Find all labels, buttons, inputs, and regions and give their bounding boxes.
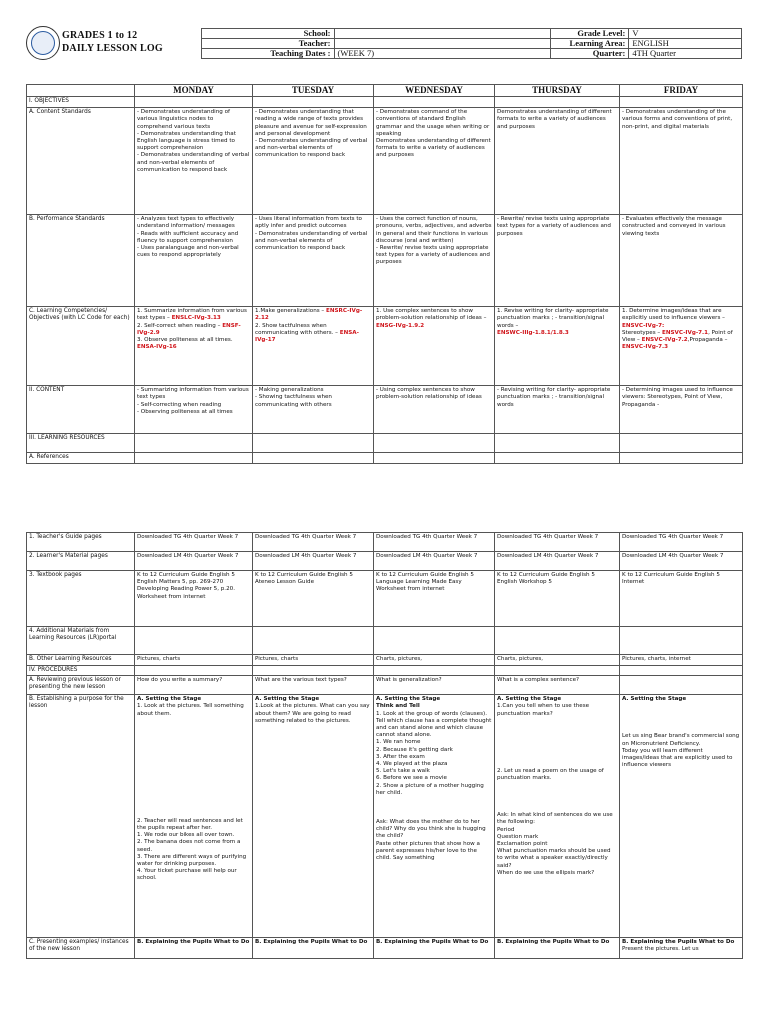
content-thursday: - Revising writing for clarity- appropriate punctuation marks ; - transition/signal words [497,387,611,408]
other-resources-wednesday: Charts, pictures, [376,656,423,662]
purpose-text: 1. Look at the group of words (clauses). Tell which clause has a complete thought and can stand alone and which clause cannot stand alone. 1. We ran home 2. Because it's getting dark 3. After the exam 4. We played at the plaza 5. Let's take a walk 6. Before we see a movie 2. Show a picture of a mother hugging her child. [376,710,492,796]
competencies-tuesday [253,307,374,386]
learning-area-field[interactable]: ENGLISH [629,39,742,49]
content-standards-friday: - Demonstrates understanding of the various forms and conventions of print, non-print, and digital materials [622,109,733,130]
performance-standards-tuesday: - Uses literal information from texts to aptly infer and predict outcomes - Demonstrates understanding of verbal and non-verbal elements of communication to respond back [255,216,368,252]
reviewing-wednesday: What is generalization? [376,677,442,684]
presenting-label: C. Presenting examples/ instances of the new lesson [27,938,135,959]
competency-text: 3. Observe politeness at all times. [137,337,233,344]
competencies-monday [135,307,253,386]
lc-code: ENSVC-IVg-7.1 [662,329,709,336]
lc-code: ENSVC-IVg-7.2 [641,337,688,344]
purpose-text: 2. Let us read a poem on the usage of punctuation marks. [497,767,604,782]
competency-text: 1. Determine images/ideas that are explicitly used to influence viewers – [622,308,725,322]
content-label: II. CONTENT [27,386,135,434]
lc-code: ENSA-IVg-16 [137,344,177,351]
textbook-label: 3. Textbook pages [27,571,135,627]
performance-standards-label: B. Performance Standards [27,215,135,307]
lesson-log-table-top [26,84,743,464]
competencies-wednesday [374,307,495,386]
presenting-thursday [495,938,620,959]
grade-level-label: Grade Level: [550,29,628,39]
competency-text: 1. Summarize information from various text types – [137,308,247,322]
competency-text: 2. Self-correct when reading – [137,322,223,329]
learners-material-monday: Downloaded LM 4th Quarter Week 7 [137,553,239,559]
setting-stage-heading: A. Setting the Stage [497,696,562,703]
teacher-field[interactable] [334,39,550,49]
presenting-tuesday [253,938,374,959]
purpose-monday [135,695,253,938]
reviewing-thursday: What is a complex sentence? [497,677,579,684]
performance-standards-wednesday: - Uses the correct function of nouns, pronouns, verbs, adjectives, and adverbs in general and their functions in various discourse (oral and written) - Rewrite/ revise texts using appropriate text types for a variety of audiences and purposes [376,216,492,266]
content-standards-monday: - Demonstrates understanding of various linguistics nodes to comprehend various texts - Demonstrates understanding that English language is stress timed to support comprehension - Demonstrates understanding of verbal and non-verbal elements of communication to respond back [137,109,250,173]
purpose-text: Ask: In what kind of sentences do we use the following: Period Question mark Exclamation point What punctuation marks should be used to write what a speaker exactly/directly said? When do we use the ellipsis mark? [497,812,613,876]
day-header-monday: MONDAY [135,85,253,97]
teacher-label: Teacher: [202,39,335,49]
competency-text: Stereotypes – [622,329,662,336]
competency-text: 1.Make generalizations – [255,308,327,315]
lc-code: ENSA-IVg-17 [255,329,359,344]
lc-code: ENSVC-IVg-7: [622,322,665,329]
competency-text: 1. Use complex sentences to show problem-solution relationship of ideas – [376,308,487,322]
content-monday: - Summarizing information from various text types - Self-correcting when reading - Observing politeness at all times [137,387,249,415]
purpose-text: 1. Look at the pictures. Tell something about them. [137,703,244,717]
content-wednesday: - Using complex sentences to show problem-solution relationship of ideas [376,387,482,401]
explaining-heading: B. Explaining the Pupils What to Do [497,939,610,946]
learning-area-label: Learning Area: [550,39,628,49]
corner-cell [27,85,135,97]
purpose-thursday [495,695,620,938]
reviewing-tuesday: What are the various text types? [255,677,347,684]
competencies-friday [620,307,743,386]
learning-resources-heading: III. LEARNING RESOURCES [27,434,135,453]
reviewing-label: A. Reviewing previous lesson or presenting the new lesson [27,676,135,695]
lc-code: ENSG-IVg-1.9.2 [376,322,425,329]
brand-title: GRADES 1 to 12 [62,30,138,41]
lc-code: ENSVC-IVg-7.3 [622,344,669,351]
competency-text: 1. Revise writing for clarity- appropriate punctuation marks ; - transition/signal words – [497,308,609,329]
day-header-tuesday: TUESDAY [253,85,374,97]
other-resources-thursday: Charts, pictures, [497,656,544,662]
content-standards-thursday: Demonstrates understanding of different formats to write a variety of audiences and purposes [497,109,612,130]
textbook-monday: K to 12 Curriculum Guide English 5 English Matters 5, pp. 269-270 Developing Reading Power 5, p.20. Worksheet from internet [137,572,235,600]
purpose-wednesday [374,695,495,938]
teachers-guide-friday: Downloaded TG 4th Quarter Week 7 [622,534,724,540]
purpose-text: 1.Look at the pictures. What can you say about them? We are going to read something related to the pictures. [255,703,370,724]
lesson-log-table-bottom [26,532,743,959]
presenting-friday [620,938,743,959]
explaining-heading: B. Explaining the Pupils What to Do [622,939,735,946]
references-label: A. References [27,453,135,464]
performance-standards-thursday: - Rewrite/ revise texts using appropriate text types for a variety of audiences and purposes [497,216,611,237]
day-header-thursday: THURSDAY [495,85,620,97]
content-tuesday: - Making generalizations - Showing tactfulness when communicating with others [255,387,332,408]
competencies-thursday [495,307,620,386]
content-standards-label: A. Content Standards [27,108,135,215]
explaining-heading: B. Explaining the Pupils What to Do [137,939,250,946]
day-header-wednesday: WEDNESDAY [374,85,495,97]
purpose-tuesday [253,695,374,938]
presenting-wednesday [374,938,495,959]
reviewing-monday: How do you write a summary? [137,677,223,684]
setting-stage-heading: A. Setting the Stage [255,696,320,703]
teaching-dates-label: Teaching Dates : [202,49,335,59]
procedures-heading: IV. PROCEDURES [27,666,135,676]
additional-materials-label: 4. Additional Materials from Learning Resources (LR)portal [27,627,135,655]
lc-code: ENSRC-IVg-2.12 [255,308,363,322]
learners-material-friday: Downloaded LM 4th Quarter Week 7 [622,553,724,559]
explaining-heading: B. Explaining the Pupils What to Do [255,939,368,946]
content-standards-wednesday: - Demonstrates command of the conventions of standard English grammar and the usage when writing or speaking Demonstrates understanding of different formats to write a variety of audiences and purposes [376,109,491,159]
textbook-wednesday: K to 12 Curriculum Guide English 5 Language Learning Made Easy Worksheet from internet [376,572,474,593]
quarter-label: Quarter: [550,49,628,59]
learners-material-label: 2. Learner's Material pages [27,552,135,571]
think-and-tell-heading: Think and Tell [376,703,420,710]
deped-seal-icon [26,26,60,60]
brand-subtitle: DAILY LESSON LOG [62,43,163,54]
performance-standards-friday: - Evaluates effectively the message constructed and conveyed in various viewing texts [622,216,726,237]
purpose-text: Let us sing Bear brand's commercial song on Micronutrient Deficiency. Today you will learn different images/ideas that are explicitly used to influence viewers [622,733,740,769]
other-resources-label: B. Other Learning Resources [27,655,135,666]
purpose-label: B. Establishing a purpose for the lesson [27,695,135,938]
competencies-label: C. Learning Competencies/ Objectives (with LC Code for each) [27,307,135,386]
day-header-friday: FRIDAY [620,85,743,97]
other-resources-friday: Pictures, charts, internet [622,656,691,662]
textbook-tuesday: K to 12 Curriculum Guide English 5 Ateneo Lesson Guide [255,572,353,586]
competency-text: , Point of View – [622,329,733,344]
quarter-field[interactable]: 4TH Quarter [629,49,742,59]
setting-stage-heading: A. Setting the Stage [376,696,441,703]
textbook-thursday: K to 12 Curriculum Guide English 5 English Workshop 5 [497,572,595,586]
presenting-monday [135,938,253,959]
lc-code: ENSWC-IIIg-1.8.1/1.8.3 [497,329,569,336]
setting-stage-heading: A. Setting the Stage [137,696,202,703]
teachers-guide-wednesday: Downloaded TG 4th Quarter Week 7 [376,534,478,540]
teachers-guide-label: 1. Teacher's Guide pages [27,533,135,552]
school-label: School: [202,29,335,39]
performance-standards-monday: - Analyzes text types to effectively understand information/ messages - Reads with sufficient accuracy and fluency to support comprehension - Uses paralanguage and non-verbal cues to respond appropriately [137,216,239,259]
purpose-text: 2. Teacher will read sentences and let the pupils repeat after her. 1. We rode our bikes all over town. 2. The banana does not come from a seed. 3. There are different ways of purifying water for drinking purposes. 4. Your ticket purchase will help our school. [137,817,247,882]
info-table [201,28,742,59]
competency-text: ,Propaganda – [687,337,728,344]
content-friday: - Determining images used to influence viewers: Stereotypes, Point of View, Propaganda - [622,387,733,408]
teachers-guide-tuesday: Downloaded TG 4th Quarter Week 7 [255,534,357,540]
grade-level-field[interactable]: V [629,29,742,39]
page-header [26,24,742,72]
purpose-text: 1.Can you tell when to use these punctuation marks? [497,703,590,717]
learners-material-wednesday: Downloaded LM 4th Quarter Week 7 [376,553,478,559]
purpose-friday [620,695,743,938]
explaining-heading: B. Explaining the Pupils What to Do [376,939,489,946]
purpose-text: Ask: What does the mother do to her child? Why do you think she is hugging the child? Paste other pictures that show how a parent expresses his/her love to the child. Say something [376,819,486,862]
setting-stage-heading: A. Setting the Stage [622,696,687,703]
teachers-guide-monday: Downloaded TG 4th Quarter Week 7 [137,534,239,540]
learners-material-tuesday: Downloaded LM 4th Quarter Week 7 [255,553,357,559]
teachers-guide-thursday: Downloaded TG 4th Quarter Week 7 [497,534,599,540]
textbook-friday: K to 12 Curriculum Guide English 5 Internet [622,572,720,586]
objectives-heading: I. OBJECTIVES [27,97,135,108]
presenting-text: Present the pictures. Let us [622,946,699,953]
other-resources-tuesday: Pictures, charts [255,656,299,662]
school-field[interactable] [334,29,550,39]
other-resources-monday: Pictures, charts [137,656,181,662]
lc-code: ENSF-IVg-2.9 [137,322,241,336]
content-standards-tuesday: - Demonstrates understanding that reading a wide range of texts provides pleasure and avenue for self-expression and personal development - Demonstrates understanding of verbal and non-verbal elements of communication to respond back [255,109,368,159]
lc-code: ENSLC-IVg-3.13 [171,315,221,322]
teaching-dates-field[interactable]: (WEEK 7) [334,49,550,59]
competency-text: 2. Show tactfulness when communicating with others. – [255,322,340,336]
learners-material-thursday: Downloaded LM 4th Quarter Week 7 [497,553,599,559]
